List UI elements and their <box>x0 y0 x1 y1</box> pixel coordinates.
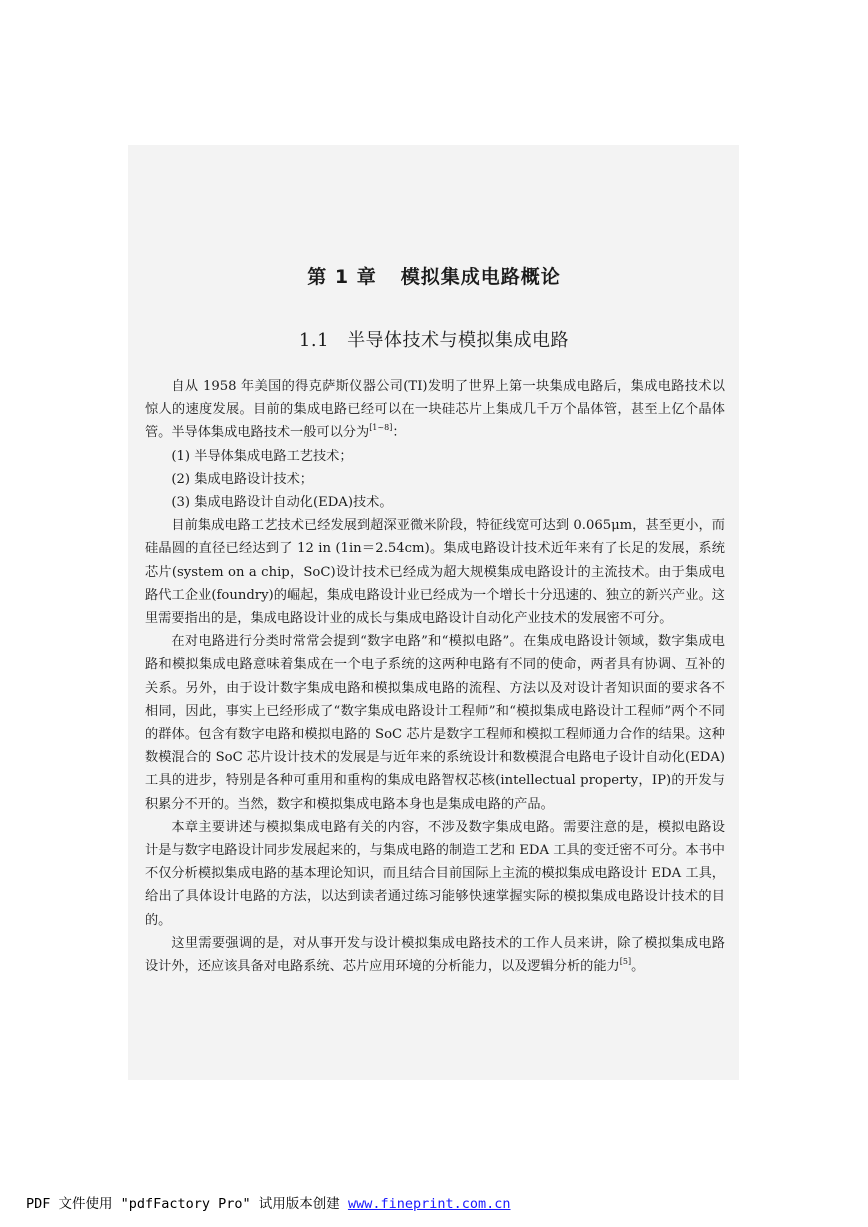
chapter-title <box>0 262 868 289</box>
chapter-number: 第 1 章 <box>307 266 377 288</box>
footer-link[interactable]: www.fineprint.com.cn <box>347 1196 511 1212</box>
section-name: 半导体技术与模拟集成电路 <box>347 330 570 351</box>
paragraph-4: 本章主要讲述与模拟集成电路有关的内容，不涉及数字集成电路。需要注意的是，模拟电路设计是与数字电路设计同步发展起来的，与集成电路的制造工艺和 EDA 工具的变迁密不可分。本书中不仅分析模拟集成电路的基本理论知识，而且结合目前国际上主流的模拟集成电路设计 EDA 工具，给出了具体设计电路的方法，以达到读者通过练习能够快速掌握实际的模拟集成电路设计技术的目的。 <box>145 819 725 928</box>
paragraph-5-text: 这里需要强调的是，对从事开发与设计模拟集成电路技术的工作人员来讲，除了模拟集成电路设计外，还应该具备对电路系统、芯片应用环境的分析能力，以及逻辑分析的能力 <box>145 935 725 975</box>
citation-ref: [1~8] <box>369 423 393 433</box>
list-item-1: (1) 半导体集成电路工艺技术； <box>171 448 353 464</box>
list-item-3: (3) 集成电路设计自动化(EDA)技术。 <box>171 495 393 511</box>
paragraph-1-end: ： <box>392 425 406 441</box>
paragraph-1 <box>145 375 725 445</box>
paragraph-5 <box>145 932 725 978</box>
chapter-name: 模拟集成电路概论 <box>400 266 561 288</box>
paragraph-1-text: 自从 1958 年美国的得克萨斯仪器公司(TI)发明了世界上第一块集成电路后，集成电路技术以惊人的速度发展。目前的集成电路已经可以在一块硅芯片上集成几千万个晶体管，甚至上亿个晶体管。半导体集成电路技术一般可以分为 <box>145 379 725 441</box>
pdf-footer <box>26 1192 511 1212</box>
paragraph-3: 在对电路进行分类时常常会提到“数字电路”和“模拟电路”。在集成电路设计领域，数字集成电路和模拟集成电路意味着集成在一个电子系统的这两种电路有不同的使命，两者具有协调、互补的关系。另外，由于设计数字集成电路和模拟集成电路的流程、方法以及对设计者知识面的要求各不相同，因此，事实上已经形成了“数字集成电路设计工程师”和“模拟集成电路设计工程师”两个不同的群体。包含有数字电路和模拟电路的 SoC 芯片是数字工程师和模拟工程师通力合作的结果。这种数模混合的 SoC 芯片设计技术的发展是与近年来的系统设计和数模混合电路电子设计自动化(EDA)工具的进步，特别是各种可重用和重构的集成电路智权芯核(intellectual property，IP)的开发与积累分不开的。当然，数字和模拟集成电路本身也是集成电路的产品。 <box>145 634 725 812</box>
body-text <box>145 375 725 978</box>
citation-ref: [5] <box>619 957 632 967</box>
list-item-2: (2) 集成电路设计技术； <box>171 471 313 487</box>
section-title <box>0 326 868 352</box>
paragraph-5-end: 。 <box>631 959 645 975</box>
footer-text: PDF 文件使用 "pdfFactory Pro" 试用版本创建 <box>26 1196 340 1212</box>
section-number: 1.1 <box>298 330 330 351</box>
paragraph-2: 目前集成电路工艺技术已经发展到超深亚微米阶段，特征线宽可达到 0.065μm，甚至更小，而硅晶圆的直径已经达到了 12 in (1in＝2.54cm)。集成电路设计技术近年来有了长足的发展，系统芯片(system on a chip，SoC)设计技术已经成为超大规模集成电路设计的主流技术。由于集成电路代工企业(foundry)的崛起，集成电路设计业已经成为一个增长十分迅速的、独立的新兴产业。这里需要指出的是，集成电路设计业的成长与集成电路设计自动化产业技术的发展密不可分。 <box>145 518 725 627</box>
